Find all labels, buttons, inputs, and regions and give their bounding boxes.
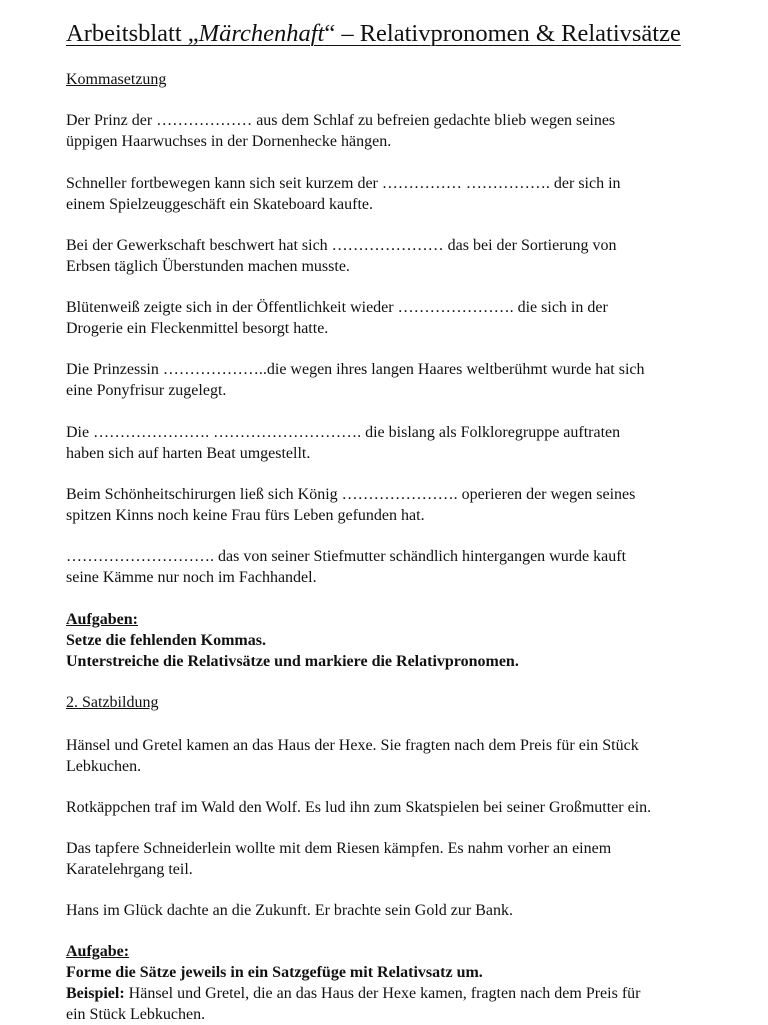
s1-sentence-6-line-1: Die …………………. ………………………. die bislang als Folkloregruppe auftraten	[66, 424, 621, 441]
s1-tasks	[66, 609, 736, 672]
s2-sentence-2	[66, 797, 736, 818]
s2-task-block	[66, 941, 736, 1025]
s1-sentence-5-line-1: Die Prinzessin ………………..die wegen ihres langen Haares weltberühmt wurde hat sich	[66, 361, 645, 378]
s2-sentence-3-line-2: Karatelehrgang teil.	[66, 861, 193, 878]
s1-sentence-6-line-2: haben sich auf harten Beat umgestellt.	[66, 445, 311, 462]
section2-heading: 2. Satzbildung	[66, 694, 159, 711]
s1-sentence-7-line-1: Beim Schönheitschirurgen ließ sich König …………………. operieren der wegen seines	[66, 486, 636, 503]
s1-sentence-2	[66, 173, 736, 215]
s1-sentence-7-line-2: spitzen Kinns noch keine Frau fürs Leben gefunden hat.	[66, 507, 425, 524]
s2-sentence-3-line-1: Das tapfere Schneiderlein wollte mit dem Riesen kämpfen. Es nahm vorher an einem	[66, 840, 612, 857]
s2-sentence-1	[66, 735, 736, 777]
s2-example-label: Beispiel:	[66, 985, 125, 1002]
s1-task-2: Unterstreiche die Relativsätze und markiere die Relativpronomen.	[66, 653, 519, 670]
s1-sentence-4-line-2: Drogerie ein Fleckenmittel besorgt hatte.	[66, 320, 329, 337]
s1-sentence-7	[66, 484, 736, 526]
s1-sentence-5-line-2: eine Ponyfrisur zugelegt.	[66, 382, 227, 399]
s2-sentence-2-line-1: Rotkäppchen traf im Wald den Wolf. Es lud ihn zum Skatspielen bei seiner Großmutter ein.	[66, 799, 652, 816]
s1-sentence-2-line-2: einem Spielzeuggeschäft ein Skateboard kaufte.	[66, 196, 373, 213]
s1-sentence-3	[66, 235, 736, 277]
s2-example-line-2: ein Stück Lebkuchen.	[66, 1006, 206, 1023]
s1-sentence-3-line-2: Erbsen täglich Überstunden machen musste.	[66, 258, 350, 275]
s1-sentence-4-line-1: Blütenweiß zeigte sich in der Öffentlichkeit wieder …………………. die sich in der	[66, 299, 608, 316]
page-title	[66, 18, 756, 50]
s2-task-text: Forme die Sätze jeweils in ein Satzgefüge mit Relativsatz um.	[66, 964, 483, 981]
title-prefix: Arbeitsblatt „	[66, 20, 199, 47]
s1-sentence-6	[66, 422, 736, 464]
s2-sentence-4-line-1: Hans im Glück dachte an die Zukunft. Er brachte sein Gold zur Bank.	[66, 902, 513, 919]
s2-sentence-3	[66, 838, 736, 880]
s2-sentence-1-line-1: Hänsel und Gretel kamen an das Haus der Hexe. Sie fragten nach dem Preis für ein Stück	[66, 737, 639, 754]
s1-sentence-4	[66, 297, 736, 339]
s1-sentence-8	[66, 546, 736, 588]
title-suffix: “ – Relativpronomen & Relativsätze	[324, 20, 681, 47]
s1-sentence-2-line-1: Schneller fortbewegen kann sich seit kurzem der …………… ……………. der sich in	[66, 175, 621, 192]
s1-sentence-1	[66, 110, 736, 152]
section1-heading: Kommasetzung	[66, 71, 167, 88]
s2-example-text-1: Hänsel und Gretel, die an das Haus der Hexe kamen, fragten nach dem Preis für	[124, 985, 641, 1002]
s2-sentence-4	[66, 900, 736, 921]
s1-task-1: Setze die fehlenden Kommas.	[66, 632, 266, 649]
s1-sentence-8-line-1: ………………………. das von seiner Stiefmutter schändlich hintergangen wurde kauft	[66, 548, 627, 565]
s1-sentence-1-line-2: üppigen Haarwuchses in der Dornenhecke hängen.	[66, 133, 392, 150]
s2-example-line-1	[66, 983, 736, 1004]
s1-sentence-1-line-1: Der Prinz der ……………… aus dem Schlaf zu befreien gedachte blieb wegen seines	[66, 112, 616, 129]
s1-sentence-8-line-2: seine Kämme nur noch im Fachhandel.	[66, 569, 317, 586]
s1-sentence-3-line-1: Bei der Gewerkschaft beschwert hat sich ………………… das bei der Sortierung von	[66, 237, 617, 254]
s2-sentence-1-line-2: Lebkuchen.	[66, 758, 142, 775]
title-italic: Märchenhaft	[198, 20, 325, 47]
s1-sentence-5	[66, 359, 736, 401]
s2-task-label: Aufgabe:	[66, 943, 130, 960]
s1-tasks-label: Aufgaben:	[66, 611, 139, 628]
